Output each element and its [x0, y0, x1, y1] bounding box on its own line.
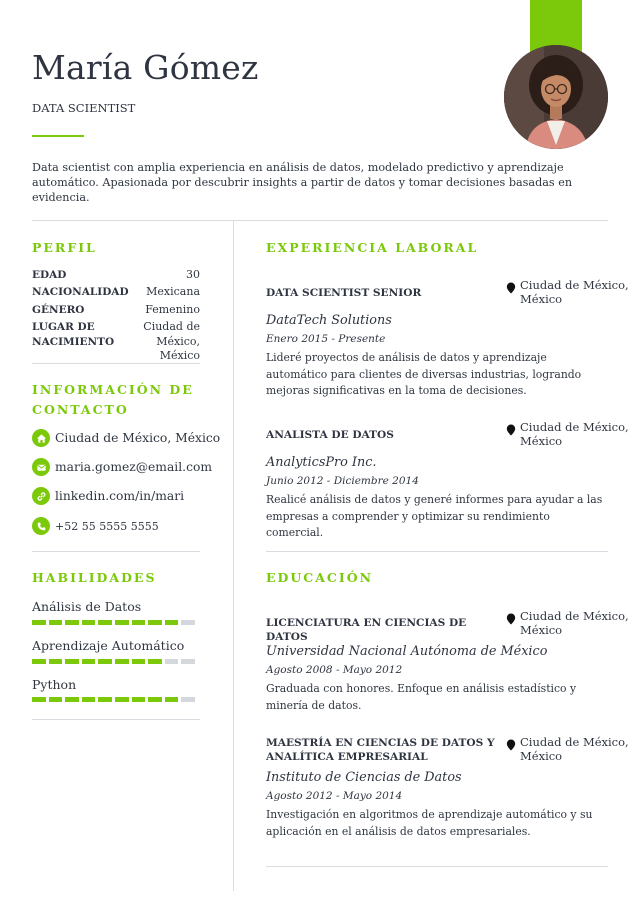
skill-level-segment: [82, 620, 96, 625]
location-text: Ciudad de México, México: [520, 278, 629, 306]
job-description: Realicé análisis de datos y generé informes para ayudar a las empresas a comprender y optimizar su rendimiento comercial.: [266, 493, 603, 539]
skill-level-segment: [98, 620, 112, 625]
skill-name: Análisis de Datos: [32, 599, 142, 614]
profile-photo: [504, 45, 608, 149]
location-pin-icon: [506, 739, 516, 751]
education-divider: [266, 866, 608, 867]
skill-level-segment: [49, 659, 63, 664]
education-dates: Agosto 2008 - Mayo 2012: [266, 664, 403, 676]
skill-level-segment: [165, 659, 179, 664]
contact-linkedin[interactable]: linkedin.com/in/mari: [55, 489, 185, 503]
skill-level-segment: [148, 659, 162, 664]
skill-level-segment: [132, 620, 146, 625]
skill-level-segment: [148, 620, 162, 625]
job-location: [506, 420, 640, 448]
skill-level-segment: [65, 620, 79, 625]
skill-level-segment: [49, 620, 63, 625]
skill-level-segment: [148, 697, 162, 702]
company-name: AnalyticsPro Inc.: [266, 455, 377, 470]
section-title-education: EDUCACIÓN: [266, 570, 374, 585]
location-pin-icon: [506, 613, 516, 625]
profile-value: 30: [186, 268, 200, 281]
skill-level-segment: [181, 620, 195, 625]
skill-name: Aprendizaje Automático: [32, 638, 185, 653]
header-divider: [32, 220, 608, 221]
section-title-contact: INFORMACIÓN DE CONTACTO: [32, 382, 194, 417]
education-location: [506, 735, 640, 763]
skill-level-segment: [98, 659, 112, 664]
location-pin-icon: [506, 282, 516, 294]
skill-level-bar: [32, 697, 195, 702]
column-divider: [233, 221, 234, 891]
profile-row: [32, 285, 200, 300]
job-dates: Junio 2012 - Diciembre 2014: [266, 475, 419, 487]
profile-summary: Data scientist con amplia experiencia en análisis de datos, modelado predictivo y aprendizaje automático. Apasionada por descubrir insights a partir de datos y tomar decisiones basadas en evidencia.: [32, 161, 573, 204]
profile-value: Ciudad de México, México: [143, 320, 200, 362]
skill-level-segment: [32, 697, 46, 702]
degree-title: LICENCIATURA EN CIENCIAS DE DATOS: [266, 617, 467, 643]
link-icon: [32, 487, 50, 505]
job-title: DATA SCIENTIST SENIOR: [266, 287, 422, 299]
skill-level-segment: [32, 620, 46, 625]
profile-label: NACIONALIDAD: [32, 286, 129, 298]
skill-level-segment: [115, 659, 129, 664]
skill-level-segment: [82, 697, 96, 702]
contact-phone: +52 55 5555 5555: [55, 519, 159, 533]
contact-item: [32, 516, 159, 536]
location-text: Ciudad de México, México: [520, 420, 629, 448]
job-description: Lideré proyectos de análisis de datos y aprendizaje automático para clientes de diversas industrias, logrando mejoras significativas en la toma de decisiones.: [266, 351, 582, 397]
job-dates: Enero 2015 - Presente: [266, 333, 386, 345]
profile-label: LUGAR DE NACIMIENTO: [32, 321, 115, 348]
institution-name: Instituto de Ciencias de Datos: [266, 770, 462, 785]
education-description: Investigación en algoritmos de aprendizaje automático y su aplicación en el análisis de datos empresariales.: [266, 808, 593, 838]
job-title: ANALISTA DE DATOS: [266, 429, 394, 441]
profile-value: Mexicana: [146, 285, 200, 298]
profile-row: [32, 303, 200, 318]
skill-level-segment: [65, 697, 79, 702]
profile-divider: [32, 363, 200, 364]
skill-level-segment: [165, 697, 179, 702]
job-location: [506, 278, 640, 306]
profile-row: [32, 320, 200, 362]
company-name: DataTech Solutions: [266, 313, 392, 328]
skill-name: Python: [32, 677, 77, 692]
skill-level-segment: [132, 659, 146, 664]
person-role: DATA SCIENTIST: [32, 101, 136, 115]
education-dates: Agosto 2012 - Mayo 2014: [266, 790, 403, 802]
contact-item: [32, 428, 220, 448]
section-title-profile: PERFIL: [32, 240, 97, 255]
skill-level-segment: [132, 697, 146, 702]
contact-divider: [32, 551, 200, 552]
profile-label: EDAD: [32, 269, 67, 281]
contact-item[interactable]: [32, 486, 184, 506]
section-title-experience: EXPERIENCIA LABORAL: [266, 240, 479, 255]
profile-row: [32, 268, 200, 283]
skill-level-segment: [181, 697, 195, 702]
skill-level-segment: [49, 697, 63, 702]
skill-level-bar: [32, 659, 195, 664]
experience-divider: [266, 551, 608, 552]
profile-value: Femenino: [145, 303, 200, 316]
person-name: María Gómez: [32, 48, 259, 87]
portrait-illustration: [504, 45, 608, 149]
contact-address: Ciudad de México, México: [55, 431, 221, 445]
location-text: Ciudad de México, México: [520, 609, 629, 637]
home-icon: [32, 429, 50, 447]
institution-name: Universidad Nacional Autónoma de México: [266, 644, 548, 659]
title-underline: [32, 135, 84, 137]
location-pin-icon: [506, 424, 516, 436]
skill-level-segment: [98, 697, 112, 702]
contact-email[interactable]: maria.gomez@email.com: [55, 460, 213, 474]
skill-level-segment: [115, 620, 129, 625]
phone-icon: [32, 517, 50, 535]
skill-level-bar: [32, 620, 195, 625]
skill-level-segment: [115, 697, 129, 702]
degree-title: MAESTRÍA EN CIENCIAS DE DATOS Y ANALÍTICA EMPRESARIAL: [266, 737, 495, 763]
skills-divider: [32, 719, 200, 720]
contact-item[interactable]: [32, 457, 212, 477]
skill-level-segment: [82, 659, 96, 664]
skill-level-segment: [65, 659, 79, 664]
skill-level-segment: [165, 620, 179, 625]
education-description: Graduada con honores. Enfoque en análisis estadístico y minería de datos.: [266, 682, 577, 712]
skill-level-segment: [181, 659, 195, 664]
profile-label: GÉNERO: [32, 304, 85, 316]
email-icon: [32, 458, 50, 476]
skill-level-segment: [32, 659, 46, 664]
education-location: [506, 609, 640, 637]
location-text: Ciudad de México, México: [520, 735, 629, 763]
section-title-skills: HABILIDADES: [32, 570, 157, 585]
